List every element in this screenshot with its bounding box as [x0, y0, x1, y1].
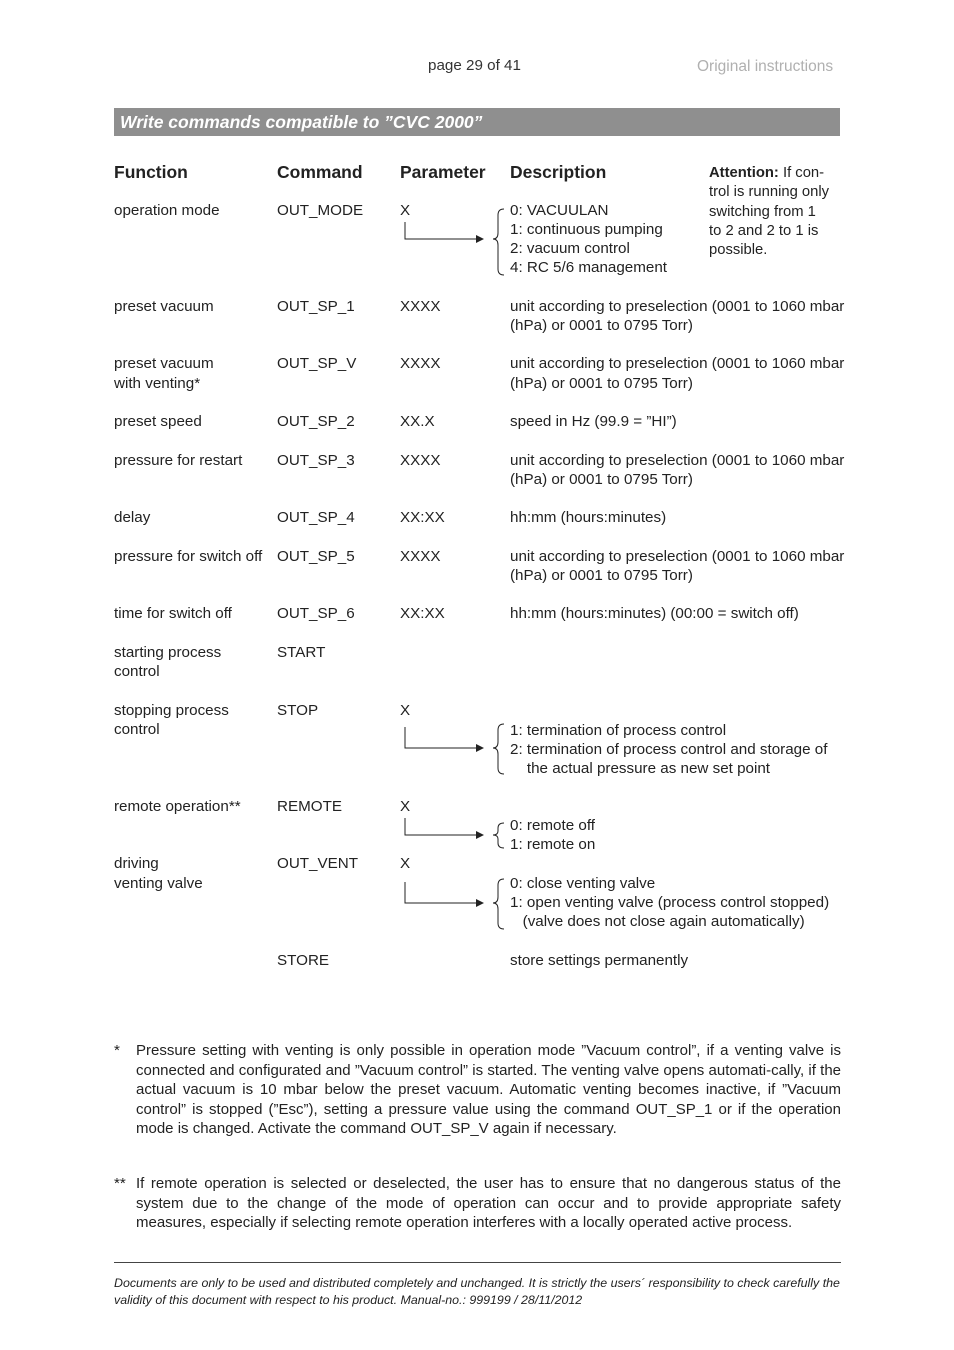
footnote-mark-double: **	[114, 1175, 126, 1192]
parameter-out-mode: X	[400, 202, 411, 219]
function-starting-process-line-1: starting process	[114, 644, 222, 661]
option-termination-storage: 2: termination of process control and storage of	[510, 741, 828, 758]
function-stopping-process-line-1: stopping process	[114, 702, 229, 719]
function-pressure-switch-off: pressure for switch off	[114, 548, 263, 565]
function-preset-speed: preset speed	[114, 413, 202, 430]
function-time-switch-off: time for switch off	[114, 605, 232, 622]
option-termination-storage-cont: the actual pressure as new set point	[510, 760, 771, 777]
function-delay: delay	[114, 509, 151, 526]
footnote-mark-single: *	[114, 1042, 120, 1059]
command-out-sp-5: OUT_SP_5	[277, 548, 355, 565]
command-out-sp-2: OUT_SP_2	[277, 413, 355, 430]
function-driving-venting-line-1: driving	[114, 855, 159, 872]
description-out-sp-v-line-1: unit according to preselection (0001 to 1060 mbar	[510, 355, 845, 372]
description-out-sp-6: hh:mm (hours:minutes) (00:00 = switch off)	[510, 605, 799, 622]
option-termination: 1: termination of process control	[510, 722, 727, 739]
function-pressure-restart: pressure for restart	[114, 452, 243, 469]
attention-text-3: switching from 1	[709, 203, 816, 220]
command-start: START	[277, 644, 326, 661]
parameter-out-sp-2: XX.X	[400, 413, 435, 430]
option-open-venting-cont: (valve does not close again automatically)	[510, 913, 805, 930]
bracket-arrow-venting	[400, 882, 515, 932]
section-title-bar	[114, 108, 840, 136]
function-starting-process-line-2: control	[114, 663, 160, 680]
original-instructions-label: Original instructions	[697, 58, 834, 75]
description-out-sp-3-line-2: (hPa) or 0001 to 0795 Torr)	[510, 471, 693, 488]
section-title: Write commands compatible to ”CVC 2000”	[120, 112, 483, 132]
description-out-sp-1-line-1: unit according to preselection (0001 to 1060 mbar	[510, 298, 845, 315]
page-number: page 29 of 41	[428, 57, 521, 74]
footer-divider	[114, 1262, 841, 1263]
command-out-mode: OUT_MODE	[277, 202, 364, 219]
function-preset-vacuum-venting-line-2: with venting*	[114, 375, 201, 392]
footnote-venting: Pressure setting with venting is only possible in operation mode ”Vacuum control”, if a venting valve is connected and configurated and ”Vacuum control” is started. The venting valve opens automati-cally, if the actual vacuum is 10 mbar below the preset vacuum. Automatic venting becomes inactive, if ”Vacuum control” is stopped (”Esc”), setting a pressure value using the command OUT_SP_1 or if the operation mode is changed. Activate the command OUT_SP_V again if necessary.	[136, 1042, 841, 1138]
command-stop: STOP	[277, 702, 319, 719]
command-store: STORE	[277, 952, 330, 969]
parameter-out-sp-3: XXXX	[400, 452, 441, 469]
description-out-sp-4: hh:mm (hours:minutes)	[510, 509, 667, 526]
description-out-sp-3-line-1: unit according to preselection (0001 to 1060 mbar	[510, 452, 845, 469]
attention-text-1: If con-	[778, 165, 825, 181]
attention-text-2: trol is running only	[709, 184, 830, 201]
option-close-venting: 0: close venting valve	[510, 875, 656, 892]
attention-text-5: possible.	[709, 242, 768, 259]
bracket-arrow-operation-mode	[400, 218, 515, 280]
command-out-sp-6: OUT_SP_6	[277, 605, 355, 622]
column-header-parameter: Parameter	[400, 162, 486, 182]
footnote-remote: If remote operation is selected or deselected, the user has to ensure that no dangerous status of the system due to the change of the mode of operation can occur and to provide appropriate safety measures, especially if selecting remote operation interferes with a locally operated active process.	[136, 1175, 841, 1232]
description-out-sp-v-line-2: (hPa) or 0001 to 0795 Torr)	[510, 375, 693, 392]
option-vacuum-control: 2: vacuum control	[510, 240, 630, 257]
command-out-sp-v: OUT_SP_V	[277, 355, 357, 372]
function-stopping-process-line-2: control	[114, 721, 160, 738]
parameter-out-sp-v: XXXX	[400, 355, 441, 372]
description-out-sp-2: speed in Hz (99.9 = ”HI”)	[510, 413, 677, 430]
description-out-sp-5-line-2: (hPa) or 0001 to 0795 Torr)	[510, 567, 693, 584]
bracket-arrow-stop	[400, 727, 515, 777]
command-out-sp-4: OUT_SP_4	[277, 509, 355, 526]
column-header-description: Description	[510, 162, 607, 182]
function-driving-venting-line-2: venting valve	[114, 875, 203, 892]
function-preset-vacuum: preset vacuum	[114, 298, 214, 315]
function-remote-operation: remote operation**	[114, 798, 241, 815]
parameter-out-sp-5: XXXX	[400, 548, 441, 565]
command-out-vent: OUT_VENT	[277, 855, 359, 872]
function-preset-vacuum-venting-line-1: preset vacuum	[114, 355, 214, 372]
option-continuous-pumping: 1: continuous pumping	[510, 221, 663, 238]
command-remote: REMOTE	[277, 798, 342, 815]
parameter-stop: X	[400, 702, 411, 719]
attention-note	[709, 164, 829, 260]
option-remote-off: 0: remote off	[510, 817, 595, 834]
parameter-remote: X	[400, 798, 411, 815]
description-out-sp-1-line-2: (hPa) or 0001 to 0795 Torr)	[510, 317, 693, 334]
parameter-out-sp-1: XXXX	[400, 298, 441, 315]
attention-label: Attention:	[709, 165, 779, 181]
attention-text-4: to 2 and 2 to 1 is	[709, 222, 819, 239]
footer-disclaimer: Documents are only to be used and distributed completely and unchanged. It is strictly the users´ responsibility to check carefully the validity of this document with respect to his product. Manual-no.: 999199 / 28/11/2012	[114, 1276, 840, 1307]
parameter-out-sp-4: XX:XX	[400, 509, 445, 526]
function-operation-mode: operation mode	[114, 202, 220, 219]
option-rc-management: 4: RC 5/6 management	[510, 259, 668, 276]
option-open-venting: 1: open venting valve (process control stopped)	[510, 894, 830, 911]
column-header-command: Command	[277, 162, 363, 182]
description-store: store settings permanently	[510, 952, 689, 969]
command-out-sp-1: OUT_SP_1	[277, 298, 355, 315]
option-remote-on: 1: remote on	[510, 836, 596, 853]
command-out-sp-3: OUT_SP_3	[277, 452, 355, 469]
parameter-out-vent: X	[400, 855, 411, 872]
description-out-sp-5-line-1: unit according to preselection (0001 to 1060 mbar	[510, 548, 845, 565]
option-vacuulan: 0: VACUULAN	[510, 202, 609, 219]
column-header-function: Function	[114, 162, 188, 182]
bracket-arrow-remote	[400, 814, 515, 856]
parameter-out-sp-6: XX:XX	[400, 605, 445, 622]
